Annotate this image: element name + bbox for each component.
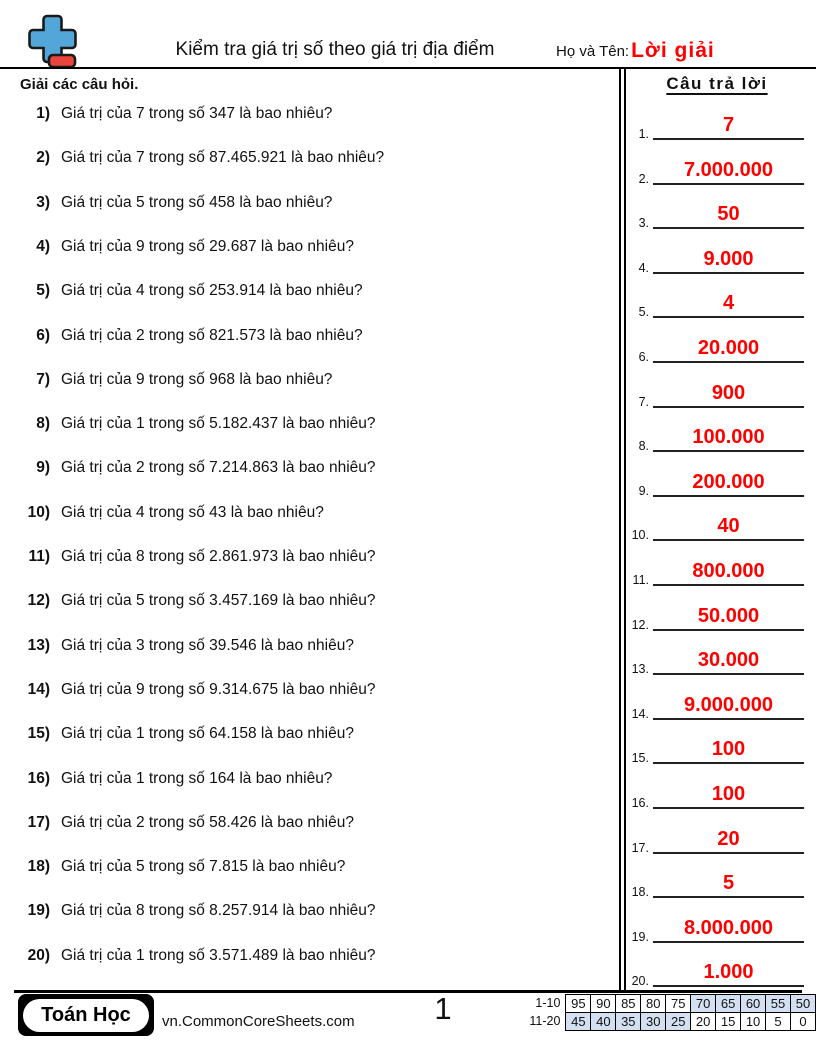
answer-value: 1.000 [703, 961, 754, 984]
question-number: 1) [36, 105, 50, 122]
answer-row [631, 600, 804, 632]
brand-label: Toán Học [23, 999, 149, 1032]
answer-row [632, 555, 804, 587]
score-range-label: 11-20 [529, 1014, 561, 1028]
question-row [0, 148, 606, 167]
question-text: Giá trị của 4 trong số 253.914 là bao nhiêu? [61, 282, 363, 300]
question-number: 9) [36, 459, 50, 477]
question-row [0, 769, 606, 788]
answer-row [631, 867, 804, 900]
score-cell: 20 [691, 1013, 716, 1031]
question-number: 14) [27, 680, 50, 698]
answer-value: 8.000.000 [684, 916, 773, 939]
answer-row [638, 198, 804, 231]
question-number: 4) [36, 237, 50, 255]
answers-heading: Câu trả lời [666, 74, 768, 93]
score-cell: 50 [791, 995, 816, 1013]
answer-row [638, 377, 804, 409]
question-row [0, 547, 606, 566]
answer-row [631, 823, 804, 855]
answer-value: 40 [717, 515, 740, 538]
question-text: Giá trị của 5 trong số 3.457.169 là bao nhiêu? [61, 592, 376, 610]
score-cell: 15 [716, 1013, 741, 1031]
answer-number: 13. [631, 662, 649, 677]
answer-value: 9.000 [703, 247, 754, 270]
score-cell: 80 [641, 995, 666, 1013]
page-number: 1 [434, 991, 452, 1026]
question-number: 17) [27, 813, 50, 831]
question-text: Giá trị của 7 trong số 87.465.921 là bao nhiêu? [61, 149, 385, 167]
answer-number: 10. [631, 528, 649, 543]
question-number: 10) [27, 503, 50, 521]
answer-number: 4. [638, 260, 649, 275]
score-cell: 30 [641, 1013, 666, 1031]
score-cell: 35 [616, 1013, 641, 1031]
answer-number: 9. [638, 483, 649, 498]
answer-number: 20. [631, 974, 649, 989]
question-text: Giá trị của 8 trong số 8.257.914 là bao nhiêu? [61, 902, 376, 920]
question-row [0, 636, 606, 655]
answer-value: 5 [722, 872, 735, 895]
answer-number: 11. [632, 573, 649, 587]
question-number: 3) [36, 193, 50, 211]
score-cell: 45 [566, 1013, 591, 1031]
question-row [0, 370, 606, 389]
question-text: Giá trị của 1 trong số 5.182.437 là bao nhiêu? [61, 415, 376, 433]
answer-value: 20.000 [697, 337, 760, 359]
answer-number: 15. [631, 751, 649, 766]
question-text: Giá trị của 5 trong số 458 là bao nhiêu? [61, 193, 333, 211]
answer-value: 9.000.000 [684, 693, 773, 716]
answer-row [638, 466, 804, 498]
question-row [0, 326, 606, 345]
answer-value: 4 [722, 292, 735, 315]
question-number: 11) [28, 548, 50, 565]
question-number: 15) [27, 725, 50, 743]
question-number: 5) [36, 282, 50, 300]
score-table-row [528, 995, 816, 1013]
question-text: Giá trị của 5 trong số 7.815 là bao nhiêu? [61, 858, 346, 876]
answer-row [631, 644, 804, 677]
question-row [0, 591, 606, 610]
question-row [0, 724, 606, 743]
answer-value: 7.000.000 [684, 158, 773, 181]
question-text: Giá trị của 2 trong số 58.426 là bao nhiêu? [61, 813, 354, 831]
answer-row [638, 109, 804, 141]
answer-number: 6. [638, 350, 649, 364]
answer-row [631, 912, 804, 944]
question-row [0, 281, 606, 300]
answer-number: 18. [631, 885, 649, 900]
answer-row [631, 510, 804, 543]
score-cell: 85 [616, 995, 641, 1013]
question-text: Giá trị của 1 trong số 164 là bao nhiêu? [61, 769, 333, 787]
answer-value: 100 [711, 783, 746, 805]
name-label: Họ và Tên: [556, 43, 630, 60]
question-text: Giá trị của 2 trong số 7.214.863 là bao nhiêu? [61, 459, 376, 477]
answer-key-label: Lời giải [631, 39, 715, 62]
answer-row [631, 689, 804, 721]
answer-row [638, 243, 804, 275]
answer-number: 14. [631, 706, 649, 721]
answer-value: 20 [717, 827, 740, 850]
question-row [0, 901, 606, 920]
answer-value: 900 [711, 381, 746, 404]
question-row [0, 193, 606, 212]
answer-row [631, 956, 804, 989]
question-row [0, 104, 606, 123]
question-text: Giá trị của 9 trong số 29.687 là bao nhiêu? [61, 237, 354, 255]
question-number: 6) [36, 326, 50, 344]
score-cell: 65 [716, 995, 741, 1013]
answer-value: 100.000 [692, 426, 765, 449]
score-table-row [528, 1013, 816, 1031]
score-cell: 40 [591, 1013, 616, 1031]
question-text: Giá trị của 9 trong số 968 là bao nhiêu? [61, 370, 333, 388]
answer-number: 19. [631, 929, 649, 944]
answer-number: 8. [638, 439, 649, 454]
answer-value: 50.000 [697, 604, 760, 627]
score-cell: 5 [766, 1013, 791, 1031]
question-text: Giá trị của 9 trong số 9.314.675 là bao nhiêu? [61, 680, 376, 698]
answer-number: 2. [638, 171, 649, 186]
answer-number: 5. [638, 305, 649, 320]
score-cell: 95 [566, 995, 591, 1013]
question-text: Giá trị của 4 trong số 43 là bao nhiêu? [61, 503, 324, 521]
score-cell: 90 [591, 995, 616, 1013]
score-cell: 0 [791, 1013, 816, 1031]
answer-value: 200.000 [692, 470, 765, 493]
answer-row [638, 154, 804, 186]
score-cell: 70 [691, 995, 716, 1013]
question-text: Giá trị của 2 trong số 821.573 là bao nhiêu? [61, 326, 363, 344]
question-row [0, 503, 606, 522]
question-row [0, 680, 606, 699]
answer-number: 3. [638, 216, 649, 231]
answer-number: 12. [631, 617, 649, 632]
question-row [0, 414, 606, 433]
question-row [0, 458, 606, 477]
question-row [0, 237, 606, 256]
answer-row [638, 332, 804, 364]
answer-value: 100 [711, 738, 746, 761]
site-url: vn.CommonCoreSheets.com [162, 1013, 355, 1030]
answer-number: 16. [631, 796, 649, 810]
question-number: 19) [27, 902, 50, 920]
answer-value: 7 [722, 114, 735, 136]
name-field-group [556, 0, 715, 66]
answer-number: 1. [638, 127, 649, 141]
question-number: 18) [27, 858, 50, 876]
score-range-label: 1-10 [535, 996, 561, 1010]
question-number: 13) [27, 636, 50, 654]
question-number: 12) [27, 592, 50, 610]
score-cell: 75 [666, 995, 691, 1013]
answer-value: 30.000 [697, 649, 760, 672]
questions-heading: Giải các câu hỏi. [20, 76, 139, 93]
answer-row [631, 778, 804, 810]
question-text: Giá trị của 1 trong số 3.571.489 là bao nhiêu? [61, 946, 376, 964]
answer-number: 17. [631, 840, 649, 855]
answer-row [638, 421, 804, 454]
answer-row [638, 287, 804, 320]
question-text: Giá trị của 1 trong số 64.158 là bao nhiêu? [61, 725, 354, 743]
question-row [0, 946, 606, 965]
answer-row [631, 733, 804, 766]
answer-value: 50 [717, 203, 740, 226]
question-number: 8) [36, 415, 50, 433]
question-number: 20) [27, 946, 50, 964]
question-text: Giá trị của 3 trong số 39.546 là bao nhiêu? [61, 636, 354, 654]
score-cell: 25 [666, 1013, 691, 1031]
plus-minus-icon [26, 12, 78, 70]
question-number: 2) [36, 149, 50, 167]
commoncoresheets-logo-icon [26, 12, 78, 70]
score-table [528, 994, 816, 1031]
question-text: Giá trị của 8 trong số 2.861.973 là bao nhiêu? [61, 548, 376, 565]
question-row [0, 857, 606, 876]
question-number: 7) [36, 370, 50, 388]
score-cell: 10 [741, 1013, 766, 1031]
header-divider [0, 67, 816, 69]
brand-badge [18, 994, 154, 1036]
score-cell: 60 [741, 995, 766, 1013]
question-row [0, 813, 606, 832]
page-title: Kiểm tra giá trị số theo giá trị địa điểm [175, 39, 495, 60]
question-text: Giá trị của 7 trong số 347 là bao nhiêu? [61, 105, 333, 122]
answer-value: 800.000 [692, 560, 765, 582]
answer-number: 7. [638, 394, 649, 409]
question-number: 16) [27, 769, 50, 787]
score-cell: 55 [766, 995, 791, 1013]
